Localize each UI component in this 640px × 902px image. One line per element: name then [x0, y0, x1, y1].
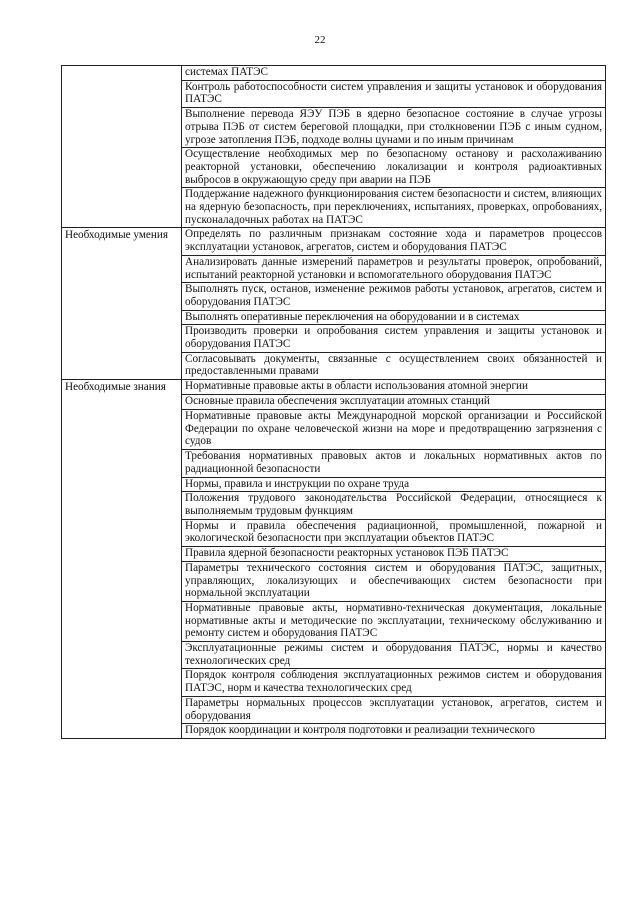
requirement-item: Основные правила обеспечения эксплуатации атомных станций — [182, 395, 606, 410]
section-label-empty — [62, 601, 182, 641]
section-label-empty — [62, 450, 182, 477]
table-row — [62, 669, 606, 696]
section-label: Необходимые знания — [62, 380, 182, 395]
section-label-empty — [62, 66, 182, 81]
table-row — [62, 228, 606, 255]
table-row — [62, 66, 606, 81]
table-row — [62, 696, 606, 723]
table-row — [62, 561, 606, 601]
requirement-item: Правила ядерной безопасности реакторных установок ПЭБ ПАТЭС — [182, 547, 606, 562]
section-label-empty — [62, 492, 182, 519]
table-row — [62, 148, 606, 188]
section-label-empty — [62, 352, 182, 379]
section-label-empty — [62, 148, 182, 188]
section-label-empty — [62, 561, 182, 601]
section-label-empty — [62, 395, 182, 410]
section-label-empty — [62, 410, 182, 450]
table-row — [62, 310, 606, 325]
table-row — [62, 283, 606, 310]
section-label-empty — [62, 669, 182, 696]
requirement-item: Поддержание надежного функционирования систем безопасности и систем, влияющих на ядерную безопасность, при переключениях, испытаниях, проверках, опробованиях, пусконаладочных работах на ПАТЭС — [182, 188, 606, 228]
section-label-empty — [62, 80, 182, 107]
requirement-item: Осуществление необходимых мер по безопасному останову и расхолаживанию реакторной установки, обеспечению локализации и контроля радиоактивных выбросов в окружающую среду при аварии на ПЭБ — [182, 148, 606, 188]
requirement-item: Нормы, правила и инструкции по охране труда — [182, 477, 606, 492]
requirement-item: Выполнять пуск, останов, изменение режимов работы установок, агрегатов, систем и оборудования ПАТЭС — [182, 283, 606, 310]
requirement-item: Параметры нормальных процессов эксплуатации установок, агрегатов, систем и оборудования — [182, 696, 606, 723]
section-label-empty — [62, 477, 182, 492]
table-row — [62, 108, 606, 148]
requirement-item: Нормы и правила обеспечения радиационной, промышленной, пожарной и экологической безопасности при эксплуатации объектов ПАТЭС — [182, 519, 606, 546]
section-label-empty — [62, 283, 182, 310]
table-row — [62, 325, 606, 352]
table-row — [62, 380, 606, 395]
table-row — [62, 547, 606, 562]
requirement-item: Положения трудового законодательства Российской Федерации, относящиеся к выполняемым трудовым функциям — [182, 492, 606, 519]
requirement-item: Выполнять оперативные переключения на оборудовании и в системах — [182, 310, 606, 325]
page-number: 22 — [314, 34, 326, 46]
section-label-empty — [62, 108, 182, 148]
requirement-item: Нормативные правовые акты, нормативно-техническая документация, локальные нормативные акты и методические по эксплуатации, техническому обслуживанию и ремонту систем и оборудования ПАТЭС — [182, 601, 606, 641]
section-label-empty — [62, 519, 182, 546]
requirement-item: Нормативные правовые акты Международной морской организации и Российской Федерации по охране человеческой жизни на море и предотвращению загрязнения с судов — [182, 410, 606, 450]
requirement-item: Эксплуатационные режимы систем и оборудования ПАТЭС, нормы и качество технологических сред — [182, 642, 606, 669]
table-row — [62, 255, 606, 282]
table-row — [62, 477, 606, 492]
requirement-item: Нормативные правовые акты в области использования атомной энергии — [182, 380, 606, 395]
table-row — [62, 492, 606, 519]
requirement-item: Анализировать данные измерений параметров и результаты проверок, опробований, испытаний реакторной установки и вспомогательного оборудования ПАТЭС — [182, 255, 606, 282]
section-label-empty — [62, 696, 182, 723]
requirement-item: Порядок контроля соблюдения эксплуатационных режимов систем и оборудования ПАТЭС, норм и качества технологических сред — [182, 669, 606, 696]
table-row — [62, 724, 606, 739]
requirements-table — [61, 65, 606, 739]
requirement-item: Требования нормативных правовых актов и локальных нормативных актов по радиационной безопасности — [182, 450, 606, 477]
requirement-item: Выполнение перевода ЯЭУ ПЭБ в ядерно безопасное состояние в случае угрозы отрыва ПЭБ от систем береговой площадки, при столкновении ПЭБ с иным судном, угрозе затопления ПЭБ, подходе волны цунами и по иным причинам — [182, 108, 606, 148]
table-row — [62, 352, 606, 379]
requirement-item: Определять по различным признакам состояние хода и параметров процессов эксплуатации установок, агрегатов, систем и оборудования ПАТЭС — [182, 228, 606, 255]
section-label-empty — [62, 325, 182, 352]
requirements-table-body — [62, 66, 606, 739]
table-row — [62, 410, 606, 450]
section-label-empty — [62, 642, 182, 669]
table-row — [62, 450, 606, 477]
table-row — [62, 188, 606, 228]
table-row — [62, 395, 606, 410]
section-label-empty — [62, 547, 182, 562]
requirement-item: Производить проверки и опробования систем управления и защиты установок и оборудования ПАТЭС — [182, 325, 606, 352]
section-label-empty — [62, 255, 182, 282]
table-row — [62, 519, 606, 546]
requirement-item: Контроль работоспособности систем управления и защиты установок и оборудования ПАТЭС — [182, 80, 606, 107]
table-row — [62, 642, 606, 669]
section-label-empty — [62, 310, 182, 325]
section-label-empty — [62, 188, 182, 228]
table-row — [62, 80, 606, 107]
requirement-item: системах ПАТЭС — [182, 66, 606, 81]
requirement-item: Параметры технического состояния систем и оборудования ПАТЭС, защитных, управляющих, локализующих и обеспечивающих систем безопасности при нормальной эксплуатации — [182, 561, 606, 601]
section-label: Необходимые умения — [62, 228, 182, 255]
table-row — [62, 601, 606, 641]
requirement-item: Порядок координации и контроля подготовки и реализации технического — [182, 724, 606, 739]
section-label-empty — [62, 724, 182, 739]
requirement-item: Согласовывать документы, связанные с осуществлением своих обязанностей и предоставленными правами — [182, 352, 606, 379]
